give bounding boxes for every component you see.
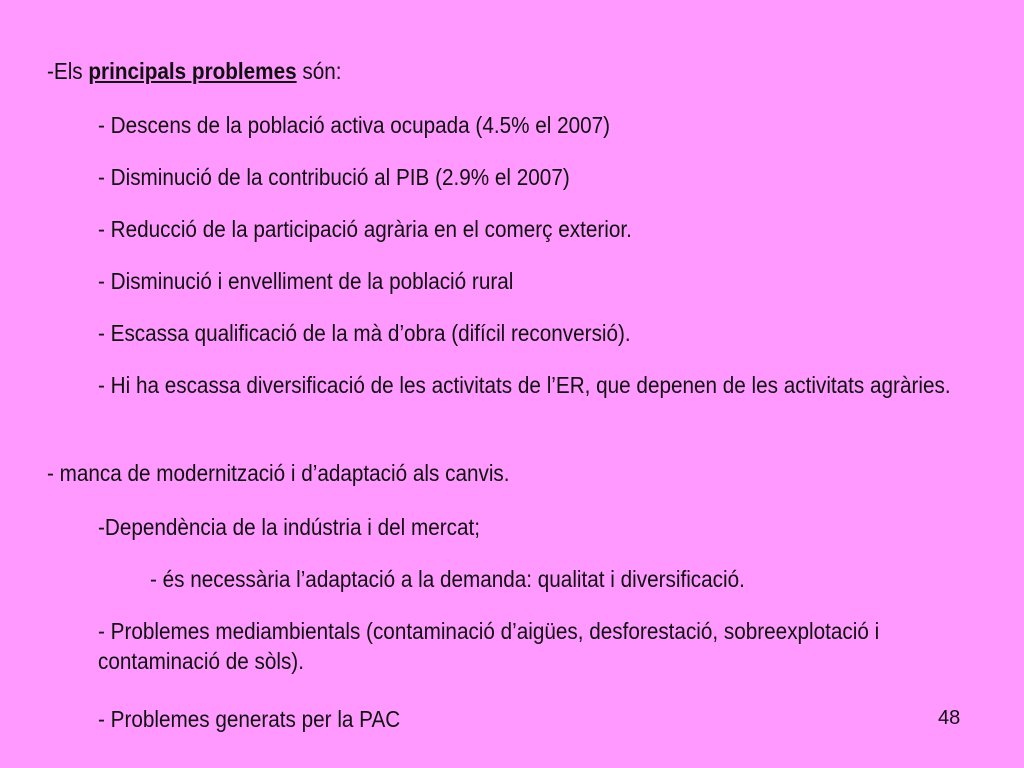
intro-prefix: -Els xyxy=(47,58,89,84)
list-item: - Disminució i envelliment de la població rural xyxy=(98,268,514,294)
list-item: -Dependència de la indústria i del mercat; xyxy=(98,514,481,540)
list-item: - és necessària l’adaptació a la demanda: qualitat i diversificació. xyxy=(150,566,745,592)
intro-emphasis: principals problemes xyxy=(88,58,297,84)
list-item: - Reducció de la participació agrària en el comerç exterior. xyxy=(98,216,632,242)
slide-number: 48 xyxy=(938,707,961,729)
list-item: - Problemes generats per la PAC xyxy=(98,706,401,732)
intro-line xyxy=(47,58,342,84)
list-item: - Hi ha escassa diversificació de les activitats de l’ER, que depenen de les activitats agràries. xyxy=(98,372,951,398)
second-heading: - manca de modernització i d’adaptació als canvis. xyxy=(47,460,510,486)
list-item: - Descens de la població activa ocupada (4.5% el 2007) xyxy=(98,112,611,138)
list-item: - Escassa qualificació de la mà d’obra (difícil reconversió). xyxy=(98,320,631,346)
intro-suffix: són: xyxy=(296,58,342,84)
list-item: - Problemes mediambientals (contaminació d’aigües, desforestació, sobreexplotació i contaminació de sòls). xyxy=(98,618,880,674)
list-item: - Disminució de la contribució al PIB (2.9% el 2007) xyxy=(98,164,570,190)
